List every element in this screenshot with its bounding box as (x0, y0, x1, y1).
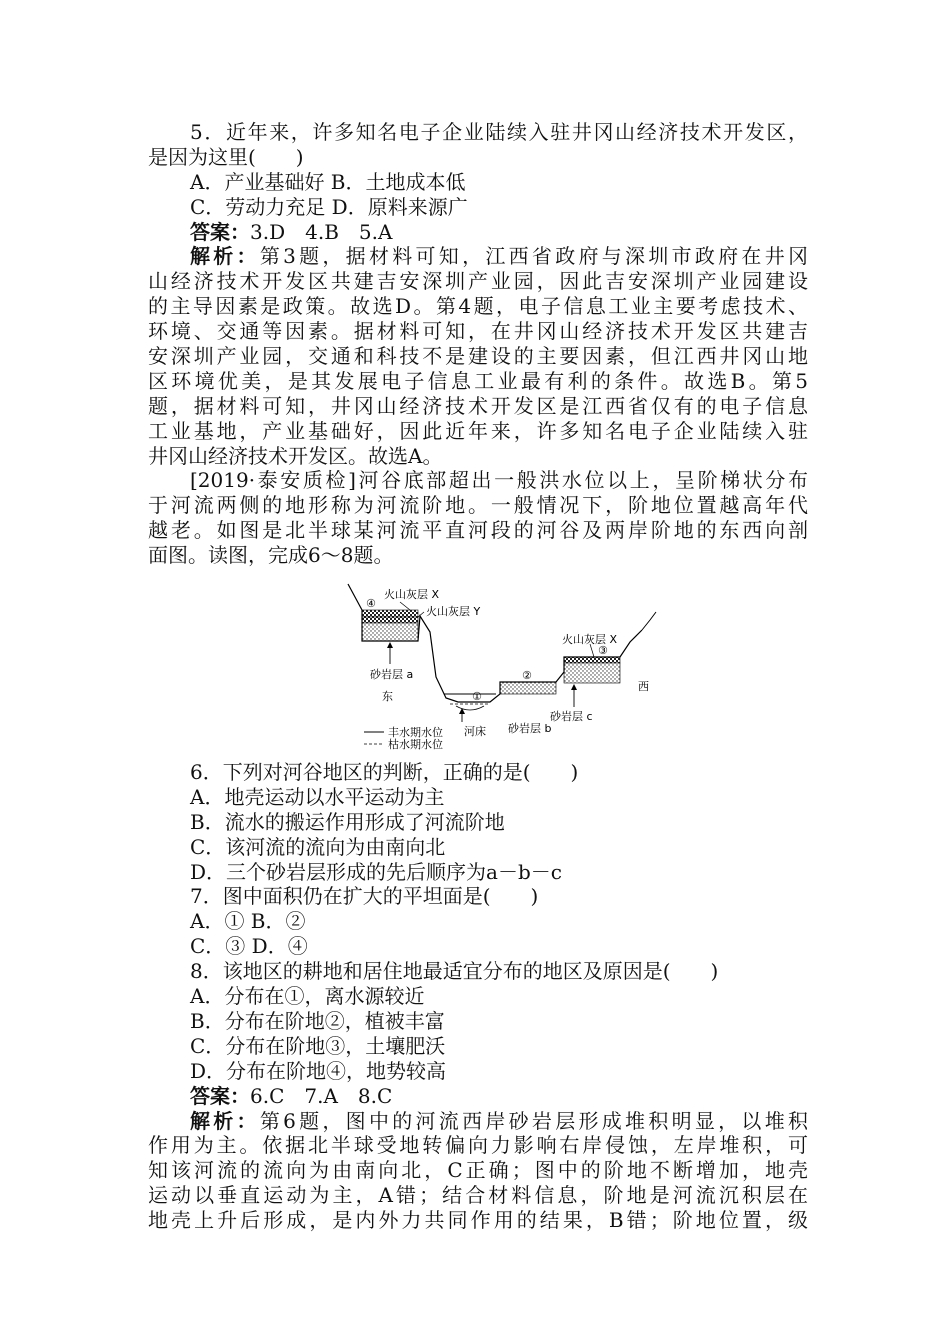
analysis-2-line (148, 1109, 808, 1134)
label-riverbed: 河床 (464, 725, 486, 739)
q6-option-d: D．三个砂岩层形成的先后顺序为a－b－c (190, 859, 562, 884)
leader-y (418, 612, 424, 617)
analysis-2-line: 地壳上升后形成，是内外力共同作用的结果，B错；阶地位置，级 (148, 1208, 808, 1233)
q8-option-b: B．分布在阶地②，植被丰富 (190, 1008, 445, 1033)
analysis-1-line: 的主导因素是政策。故选D。第4题，电子信息工业主要考虑技术、 (148, 294, 808, 319)
q7-options-cd: C．③ D．④ (190, 934, 308, 959)
analysis-label: 解析： (190, 1108, 260, 1133)
answer-label: 答案： (190, 219, 250, 244)
volcanic-layer-y (362, 617, 418, 623)
q8-option-a: A．分布在①，离水源较近 (190, 984, 425, 1009)
q5-stem-line2: 是因为这里( ) (148, 144, 304, 169)
analysis-2-line: 运动以垂直运动为主，A错；结合材料信息，阶地是河流沉积层在 (148, 1183, 808, 1208)
leader-x-left (400, 602, 410, 610)
sandstone-layer-a (362, 623, 418, 641)
analysis-label: 解析： (190, 244, 260, 269)
legend-high-label: 丰水期水位 (388, 726, 443, 740)
label-volcanic-y: 火山灰层 Y (426, 605, 481, 619)
terrace-marker-3: ③ (598, 644, 608, 658)
river-terrace-diagram (340, 572, 670, 752)
analysis-1-line: 山经济技术开发区共建吉安深圳产业园，因此吉安深圳产业园建设 (148, 269, 808, 294)
document-page (148, 120, 808, 1233)
intro-line: 面图。读图，完成6～8题。 (148, 543, 394, 568)
q5-stem-line1: 5．近年来，许多知名电子企业陆续入驻井冈山经济技术开发区， (190, 120, 808, 144)
analysis-1-line: 题，据材料可知，井冈山经济技术开发区是江西省仅有的电子信息 (148, 393, 808, 418)
answer-label: 答案： (190, 1083, 250, 1108)
label-west: 西 (638, 680, 649, 694)
sandstone-layer-c (564, 663, 620, 683)
label-sandstone-b: 砂岩层 b (508, 722, 552, 736)
label-volcanic-x-right: 火山灰层 X (562, 633, 618, 647)
q8-option-c: C．分布在阶地③，土壤肥沃 (190, 1033, 446, 1058)
volcanic-layer-x-right (564, 657, 620, 663)
terrace-marker-1: ① (472, 690, 482, 704)
label-sandstone-c: 砂岩层 c (550, 710, 593, 724)
answer-2 (148, 1084, 808, 1109)
intro-line: [2019·泰安质检]河谷底部超出一般洪水位以上，呈阶梯状分布 (190, 468, 808, 493)
q8-stem: 8．该地区的耕地和居住地最适宜分布的地区及原因是( ) (190, 959, 719, 984)
analysis-1-line: 环境、交通等因素。据材料可知，在井冈山经济技术开发区共建吉 (148, 319, 808, 344)
q8-option-d: D．分布在阶地④，地势较高 (190, 1058, 447, 1083)
analysis-1-line: 安深圳产业园，交通和科技不是建设的主要因素，但江西井冈山地 (148, 344, 808, 369)
intro-line: 于河流两侧的地形称为河流阶地。一般情况下，阶地位置越高年代 (148, 493, 808, 518)
slope-line (642, 612, 656, 630)
q6-option-c: C．该河流的流向为由南向北 (190, 834, 446, 859)
q7-stem: 7．图中面积仍在扩大的平坦面是( ) (190, 884, 539, 909)
q6-option-a: A．地壳运动以水平运动为主 (190, 784, 445, 809)
arrow-head-icon (387, 642, 393, 648)
arrow-head-icon (571, 684, 577, 690)
river-terrace-figure (148, 572, 808, 754)
label-volcanic-x-left: 火山灰层 X (384, 588, 440, 602)
label-sandstone-a: 砂岩层 a (370, 668, 414, 682)
terrace-marker-4: ④ (366, 597, 376, 611)
q6-option-b: B．流水的搬运作用形成了河流阶地 (190, 809, 505, 834)
analysis-1-line: 工业基地，产业基础好，因此近年来，许多知名电子企业陆续入驻 (148, 418, 808, 443)
analysis-text: 第3题，据材料可知，江西省政府与深圳市政府在井冈 (259, 244, 808, 269)
sandstone-layer-b (500, 682, 556, 694)
answer-1 (148, 220, 808, 245)
analysis-1-line (148, 244, 808, 269)
q7-options-ab: A．① B．② (190, 909, 306, 934)
analysis-1-line: 井冈山经济技术开发区。故选A。 (148, 443, 443, 468)
q5-options-ab: A．产业基础好 B．土地成本低 (190, 169, 466, 194)
q5-options-cd: C．劳动力充足 D．原料来源广 (190, 194, 468, 219)
terrace-marker-2: ② (522, 669, 532, 683)
analysis-text: 第6题，图中的河流西岸砂岩层形成堆积明显，以堆积 (259, 1108, 808, 1133)
intro-line: 越老。如图是北半球某河流平直河段的河谷及两岸阶地的东西向剖 (148, 518, 808, 543)
legend-low-label: 枯水期水位 (388, 738, 443, 752)
label-east: 东 (382, 690, 393, 704)
answer-text: 3.D 4.B 5.A (250, 219, 393, 244)
answer-text: 6.C 7.A 8.C (250, 1083, 393, 1108)
volcanic-layer-x-left (362, 610, 418, 617)
analysis-1-line: 区环境优美，是其发展电子信息工业最有利的条件。故选B。第5 (148, 368, 808, 393)
analysis-2-line: 作用为主。依据北半球受地转偏向力影响右岸侵蚀，左岸堆积，可 (148, 1133, 808, 1158)
q6-stem: 6．下列对河谷地区的判断，正确的是( ) (190, 760, 579, 785)
analysis-2-line: 知该河流的流向为由南向北，C正确；图中的阶地不断增加，地壳 (148, 1158, 808, 1183)
riverbed-curve (456, 706, 484, 710)
